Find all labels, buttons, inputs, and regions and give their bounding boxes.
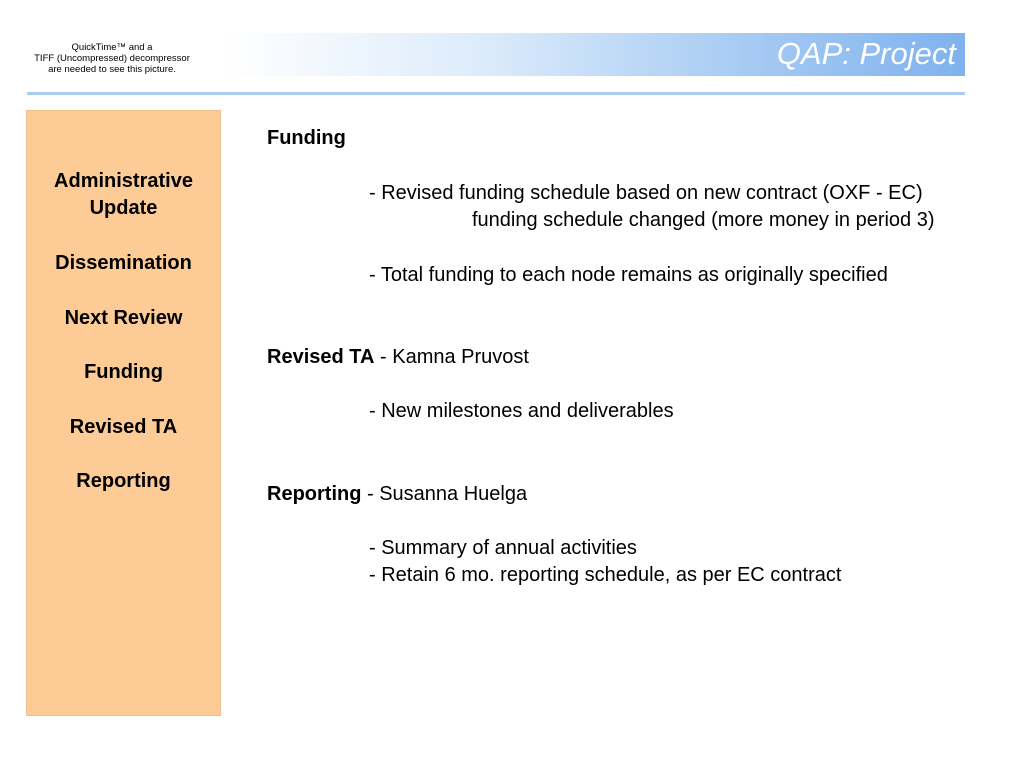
- funding-bullet-1-continued: funding schedule changed (more money in period 3): [472, 209, 935, 231]
- funding-bullet-1: - Revised funding schedule based on new contract (OXF - EC): [369, 182, 923, 204]
- funding-heading: Funding: [267, 127, 346, 149]
- reporting-bullet-1: - Summary of annual activities: [369, 537, 637, 559]
- sidebar-item-next-review: Next Review: [64, 307, 183, 329]
- reporting-heading: Reporting: [267, 483, 362, 505]
- notice-line-1: QuickTime™ and a: [71, 42, 153, 53]
- funding-bullet-2: - Total funding to each node remains as originally specified: [369, 264, 888, 286]
- slide-title: QAP: Project: [776, 36, 956, 71]
- revised-ta-header: [267, 344, 529, 371]
- sidebar-item-revised-ta: Revised TA: [69, 416, 178, 438]
- notice-line-3: are needed to see this picture.: [48, 64, 176, 75]
- sidebar-item-administrative-update: Administrative Update: [54, 170, 193, 219]
- revised-ta-heading: Revised TA: [267, 346, 375, 368]
- reporting-bullet-2: - Retain 6 mo. reporting schedule, as per EC contract: [369, 564, 842, 586]
- revised-ta-bullet-1: - New milestones and deliverables: [369, 400, 674, 422]
- reporting-header: [267, 481, 527, 508]
- sidebar-item-reporting: Reporting: [76, 470, 171, 492]
- reporting-owner: - Susanna Huelga: [361, 483, 528, 505]
- revised-ta-owner: - Kamna Pruvost: [374, 346, 529, 368]
- notice-line-2: TIFF (Uncompressed) decompressor: [34, 53, 190, 64]
- sidebar-item-funding: Funding: [84, 361, 163, 383]
- sidebar-item-dissemination: Dissemination: [55, 252, 192, 274]
